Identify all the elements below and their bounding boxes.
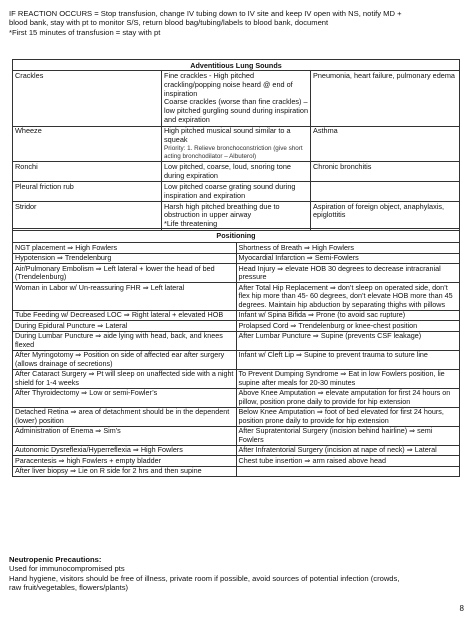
positioning-row <box>13 243 460 254</box>
lung-sound-description-line: Low pitched, coarse, loud, snoring tone during expiration <box>164 161 291 180</box>
lung-sound-description-line: Harsh high pitched breathing due to obstruction in upper airway <box>164 201 280 220</box>
lung-sound-description <box>162 162 311 182</box>
positioning-right-cell: After Supratentorial Surgery (incision behind hairline) ⇒ semi Fowlers <box>236 426 460 445</box>
positioning-row <box>13 310 460 321</box>
lung-sound-description-line: Coarse crackles (worse than fine crackles) – low pitched gurgling sound during inspiration and expiration <box>164 97 309 125</box>
positioning-left-cell: During Epidural Puncture ⇒ Lateral <box>13 321 237 332</box>
positioning-row <box>13 350 460 369</box>
lung-sound-description-line: Fine crackles - High pitched crackling/popping noise heard @ end of inspiration <box>164 70 293 98</box>
lung-sound-description <box>162 71 311 126</box>
positioning-row <box>13 388 460 407</box>
neutropenic-line: Used for immunocompromised pts <box>9 564 125 574</box>
positioning-row <box>13 426 460 445</box>
lung-sound-associated-condition: Aspiration of foreign object, anaphylaxis, epiglottitis <box>311 202 460 231</box>
positioning-row <box>13 466 460 477</box>
positioning-right-cell: Above Knee Amputation ⇒ elevate amputation for first 24 hours on pillow, position prone daily to provide for hip extension <box>236 388 460 407</box>
neutropenic-precautions <box>9 555 465 593</box>
lung-sound-name: Ronchi <box>13 162 162 182</box>
lung-sound-row <box>13 182 460 202</box>
lung-sound-description-line: High pitched musical sound similar to a squeak <box>164 126 291 145</box>
intro-line: blood bank, stay with pt to monitor S/S, return blood bag/tubing/labels to blood bank, document <box>9 18 329 28</box>
positioning-right-cell: Prolapsed Cord ⇒ Trendelenburg or knee-chest position <box>236 321 460 332</box>
lung-sounds-table-container <box>12 59 460 231</box>
lung-sound-priority: Priority: 1. Relieve bronchoconstriction (give short acting bronchodilator – Albuterol) <box>164 144 303 160</box>
positioning-title: Positioning <box>13 229 460 243</box>
positioning-left-cell: Paracentesis ⇒ high Fowlers + empty bladder <box>13 456 237 467</box>
positioning-right-cell: Chest tube insertion ⇒ arm raised above head <box>236 456 460 467</box>
intro-line: IF REACTION OCCURS = Stop transfusion, change IV tubing down to IV site and keep IV open with NS, notify MD + <box>9 9 402 18</box>
positioning-left-cell: After liver biopsy ⇒ Lie on R side for 2 hrs and then supine <box>13 466 237 477</box>
positioning-right-cell: After Lumbar Puncture ⇒ Supine (prevents CSF leakage) <box>236 331 460 350</box>
positioning-row <box>13 407 460 426</box>
positioning-right-cell: Infant w/ Spina Bifida ⇒ Prone (to avoid sac rupture) <box>236 310 460 321</box>
lung-sound-name: Crackles <box>13 71 162 126</box>
positioning-left-cell: After Myringotomy ⇒ Position on side of affected ear after surgery (allows drainage of secretions) <box>13 350 237 369</box>
lung-sounds-title: Adventitious Lung Sounds <box>13 60 460 71</box>
positioning-left-cell: During Lumbar Puncture ⇒ aide lying with head, back, and knees flexed <box>13 331 237 350</box>
intro-line: *First 15 minutes of transfusion = stay with pt <box>9 27 161 37</box>
lung-sound-name: Pleural friction rub <box>13 182 162 202</box>
lung-sound-row <box>13 202 460 231</box>
positioning-left-cell: After Cataract Surgery ⇒ Pt will sleep on unaffected side with a night shield for 1-4 weeks <box>13 369 237 388</box>
positioning-right-cell: Myocardial Infarction ⇒ Semi-Fowlers <box>236 253 460 264</box>
lung-sound-description <box>162 126 311 162</box>
positioning-left-cell: NGT placement ⇒ High Fowlers <box>13 243 237 254</box>
positioning-row <box>13 321 460 332</box>
neutropenic-line: raw fruit/vegetables, flowers/plants) <box>9 583 129 593</box>
lung-sound-row <box>13 71 460 126</box>
positioning-right-cell: Shortness of Breath ⇒ High Fowlers <box>236 243 460 254</box>
positioning-right-cell: After Infratentorial Surgery (incision at nape of neck) ⇒ Lateral <box>236 445 460 456</box>
positioning-right-cell: Below Knee Amputation ⇒ foot of bed elevated for first 24 hours, position prone daily to provide for hip extension <box>236 407 460 426</box>
positioning-left-cell: Tube Feeding w/ Decreased LOC ⇒ Right lateral + elevated HOB <box>13 310 237 321</box>
lung-sounds-table <box>12 59 460 231</box>
positioning-left-cell: Air/Pulmonary Embolism ⇒ Left lateral + lower the head of bed (Trendelenburg) <box>13 264 237 283</box>
positioning-left-cell: After Thyroidectomy ⇒ Low or semi-Fowler’s <box>13 388 237 407</box>
lung-sound-name: Stridor <box>13 202 162 231</box>
neutropenic-heading: Neutropenic Precautions: <box>9 555 102 564</box>
positioning-table <box>12 228 460 477</box>
positioning-right-cell <box>236 466 460 477</box>
positioning-right-cell: After Total Hip Replacement ⇒ don’t sleep on operated side, don’t flex hip more than 45- 60 degrees, don’t elevate HOB more than 45 degrees. Maintain hip abduction by separating thighs with pillows <box>236 283 460 311</box>
lung-sound-description <box>162 182 311 202</box>
positioning-row <box>13 253 460 264</box>
lung-sound-row <box>13 162 460 182</box>
positioning-left-cell: Administration of Enema ⇒ Sim’s <box>13 426 237 445</box>
lung-sound-description-line: Low pitched coarse grating sound during inspiration and expiration <box>164 181 296 200</box>
lung-sound-description-line: *Life threatening <box>164 219 218 229</box>
lung-sound-name: Wheeze <box>13 126 162 162</box>
lung-sound-associated-condition <box>311 182 460 202</box>
transfusion-reaction-note <box>9 9 465 37</box>
lung-sound-associated-condition: Asthma <box>311 126 460 162</box>
neutropenic-line: Hand hygiene, visitors should be free of illness, private room if possible, avoid sources of potential infection (crowds, <box>9 573 400 583</box>
positioning-row <box>13 264 460 283</box>
positioning-left-cell: Hypotension ⇒ Trendelenburg <box>13 253 237 264</box>
positioning-left-cell: Autonomic Dysreflexia/Hyperreflexia ⇒ High Fowlers <box>13 445 237 456</box>
positioning-row <box>13 331 460 350</box>
positioning-row <box>13 456 460 467</box>
page-number: 8 <box>459 604 464 613</box>
lung-sound-description <box>162 202 311 231</box>
positioning-table-container <box>12 228 460 477</box>
positioning-right-cell: To Prevent Dumping Syndrome ⇒ Eat in low Fowlers position, lie supine after meals for 20-30 minutes <box>236 369 460 388</box>
positioning-left-cell: Detached Retina ⇒ area of detachment should be in the dependent (lower) position <box>13 407 237 426</box>
lung-sound-row <box>13 126 460 162</box>
positioning-right-cell: Head Injury ⇒ elevate HOB 30 degrees to decrease intracranial pressure <box>236 264 460 283</box>
positioning-row <box>13 369 460 388</box>
positioning-right-cell: Infant w/ Cleft Lip ⇒ Supine to prevent trauma to suture line <box>236 350 460 369</box>
lung-sound-associated-condition: Pneumonia, heart failure, pulmonary edema <box>311 71 460 126</box>
lung-sound-associated-condition: Chronic bronchitis <box>311 162 460 182</box>
positioning-left-cell: Woman in Labor w/ Un-reassuring FHR ⇒ Left lateral <box>13 283 237 311</box>
positioning-row <box>13 445 460 456</box>
positioning-row <box>13 283 460 311</box>
